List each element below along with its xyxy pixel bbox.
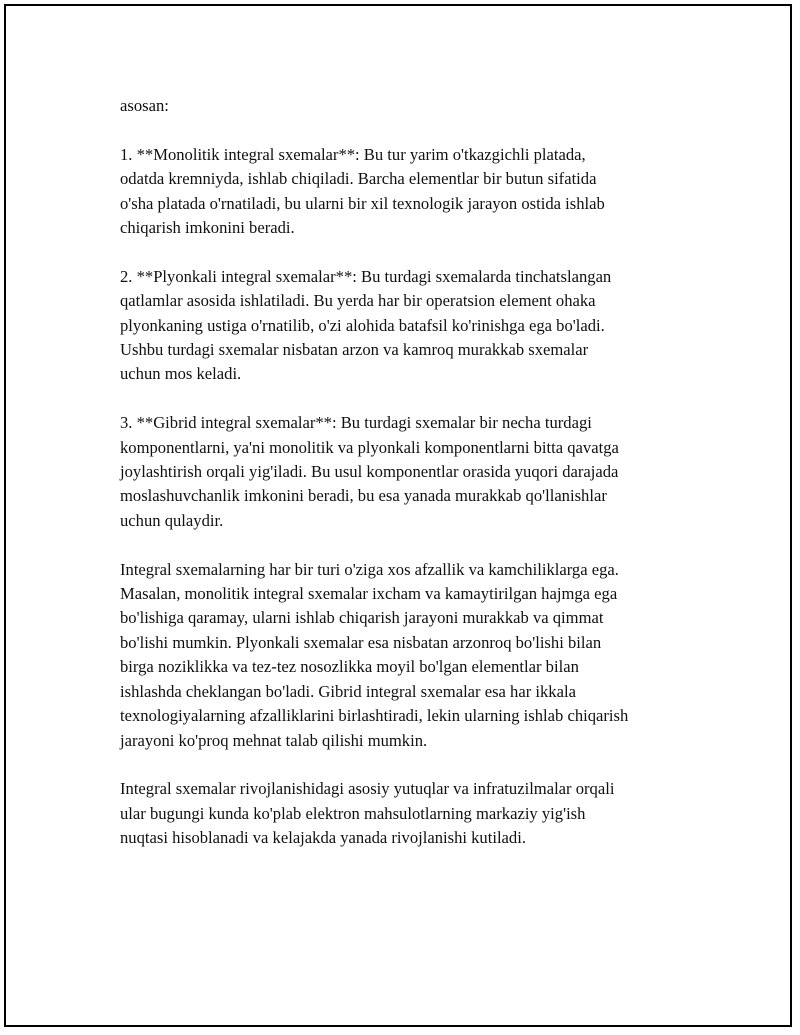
text-line: ishlashda cheklangan bo'ladi. Gibrid integral sxemalar esa har ikkala xyxy=(120,681,576,701)
paragraph xyxy=(120,558,700,753)
text-line: odatda kremniyda, ishlab chiqiladi. Barcha elementlar bir butun sifatida xyxy=(120,169,597,189)
text-line: jarayoni ko'proq mehnat talab qilishi mumkin. xyxy=(120,730,428,750)
text-line: ular bugungi kunda ko'plab elektron mahsulotlarning markaziy yig'ish xyxy=(120,803,586,823)
text-line: Masalan, monolitik integral sxemalar ixcham va kamaytirilgan hajmga ega xyxy=(120,584,618,604)
text-line: Ushbu turdagi sxemalar nisbatan arzon va kamroq murakkab sxemalar xyxy=(120,340,589,360)
text-line: birga noziklikka va tez-tez nosozlikka moyil bo'lgan elementlar bilan xyxy=(120,657,579,677)
text-line: chiqarish imkonini beradi. xyxy=(120,218,295,238)
text-line: komponentlarni, ya'ni monolitik va plyonkali komponentlarni bitta qavatga xyxy=(120,437,619,457)
text-line: Integral sxemalar rivojlanishidagi asosiy yutuqlar va infratuzilmalar orqali xyxy=(120,779,615,799)
text-line: 2. **Plyonkali integral sxemalar**: Bu turdagi sxemalarda tinchatslangan xyxy=(120,266,612,286)
text-line: bo'lishiga qaramay, ularni ishlab chiqarish jarayoni murakkab va qimmat xyxy=(120,608,604,628)
document-body xyxy=(120,94,700,875)
paragraph xyxy=(120,777,700,850)
text-line: 1. **Monolitik integral sxemalar**: Bu tur yarim o'tkazgichli platada, xyxy=(120,144,586,164)
paragraph xyxy=(120,143,700,241)
text-line: Integral sxemalarning har bir turi o'ziga xos afzallik va kamchiliklarga ega. xyxy=(120,559,619,579)
paragraph xyxy=(120,265,700,387)
text-line: moslashuvchanlik imkonini beradi, bu esa yanada murakkab qo'llanishlar xyxy=(120,486,607,506)
text-line: uchun mos keladi. xyxy=(120,364,242,384)
text-line: plyonkaning ustiga o'rnatilib, o'zi alohida batafsil ko'rinishga ega bo'ladi. xyxy=(120,315,605,335)
intro-text: asosan: xyxy=(120,96,169,115)
paragraph xyxy=(120,411,700,533)
text-line: qatlamlar asosida ishlatiladi. Bu yerda har bir operatsion element ohaka xyxy=(120,291,596,311)
text-line: 3. **Gibrid integral sxemalar**: Bu turdagi sxemalar bir necha turdagi xyxy=(120,413,592,433)
document-page xyxy=(4,4,792,1027)
text-line: nuqtasi hisoblanadi va kelajakda yanada rivojlanishi kutiladi. xyxy=(120,828,526,848)
text-line: uchun qulaydir. xyxy=(120,510,224,530)
text-line: texnologiyalarning afzalliklarini birlashtiradi, lekin ularning ishlab chiqarish xyxy=(120,706,629,726)
paragraph-list xyxy=(120,143,700,851)
text-line: bo'lishi mumkin. Plyonkali sxemalar esa nisbatan arzonroq bo'lishi bilan xyxy=(120,632,602,652)
text-line: o'sha platada o'rnatiladi, bu ularni bir xil texnologik jarayon ostida ishlab xyxy=(120,193,605,213)
text-line: joylashtirish orqali yig'iladi. Bu usul komponentlar orasida yuqori darajada xyxy=(120,462,619,482)
